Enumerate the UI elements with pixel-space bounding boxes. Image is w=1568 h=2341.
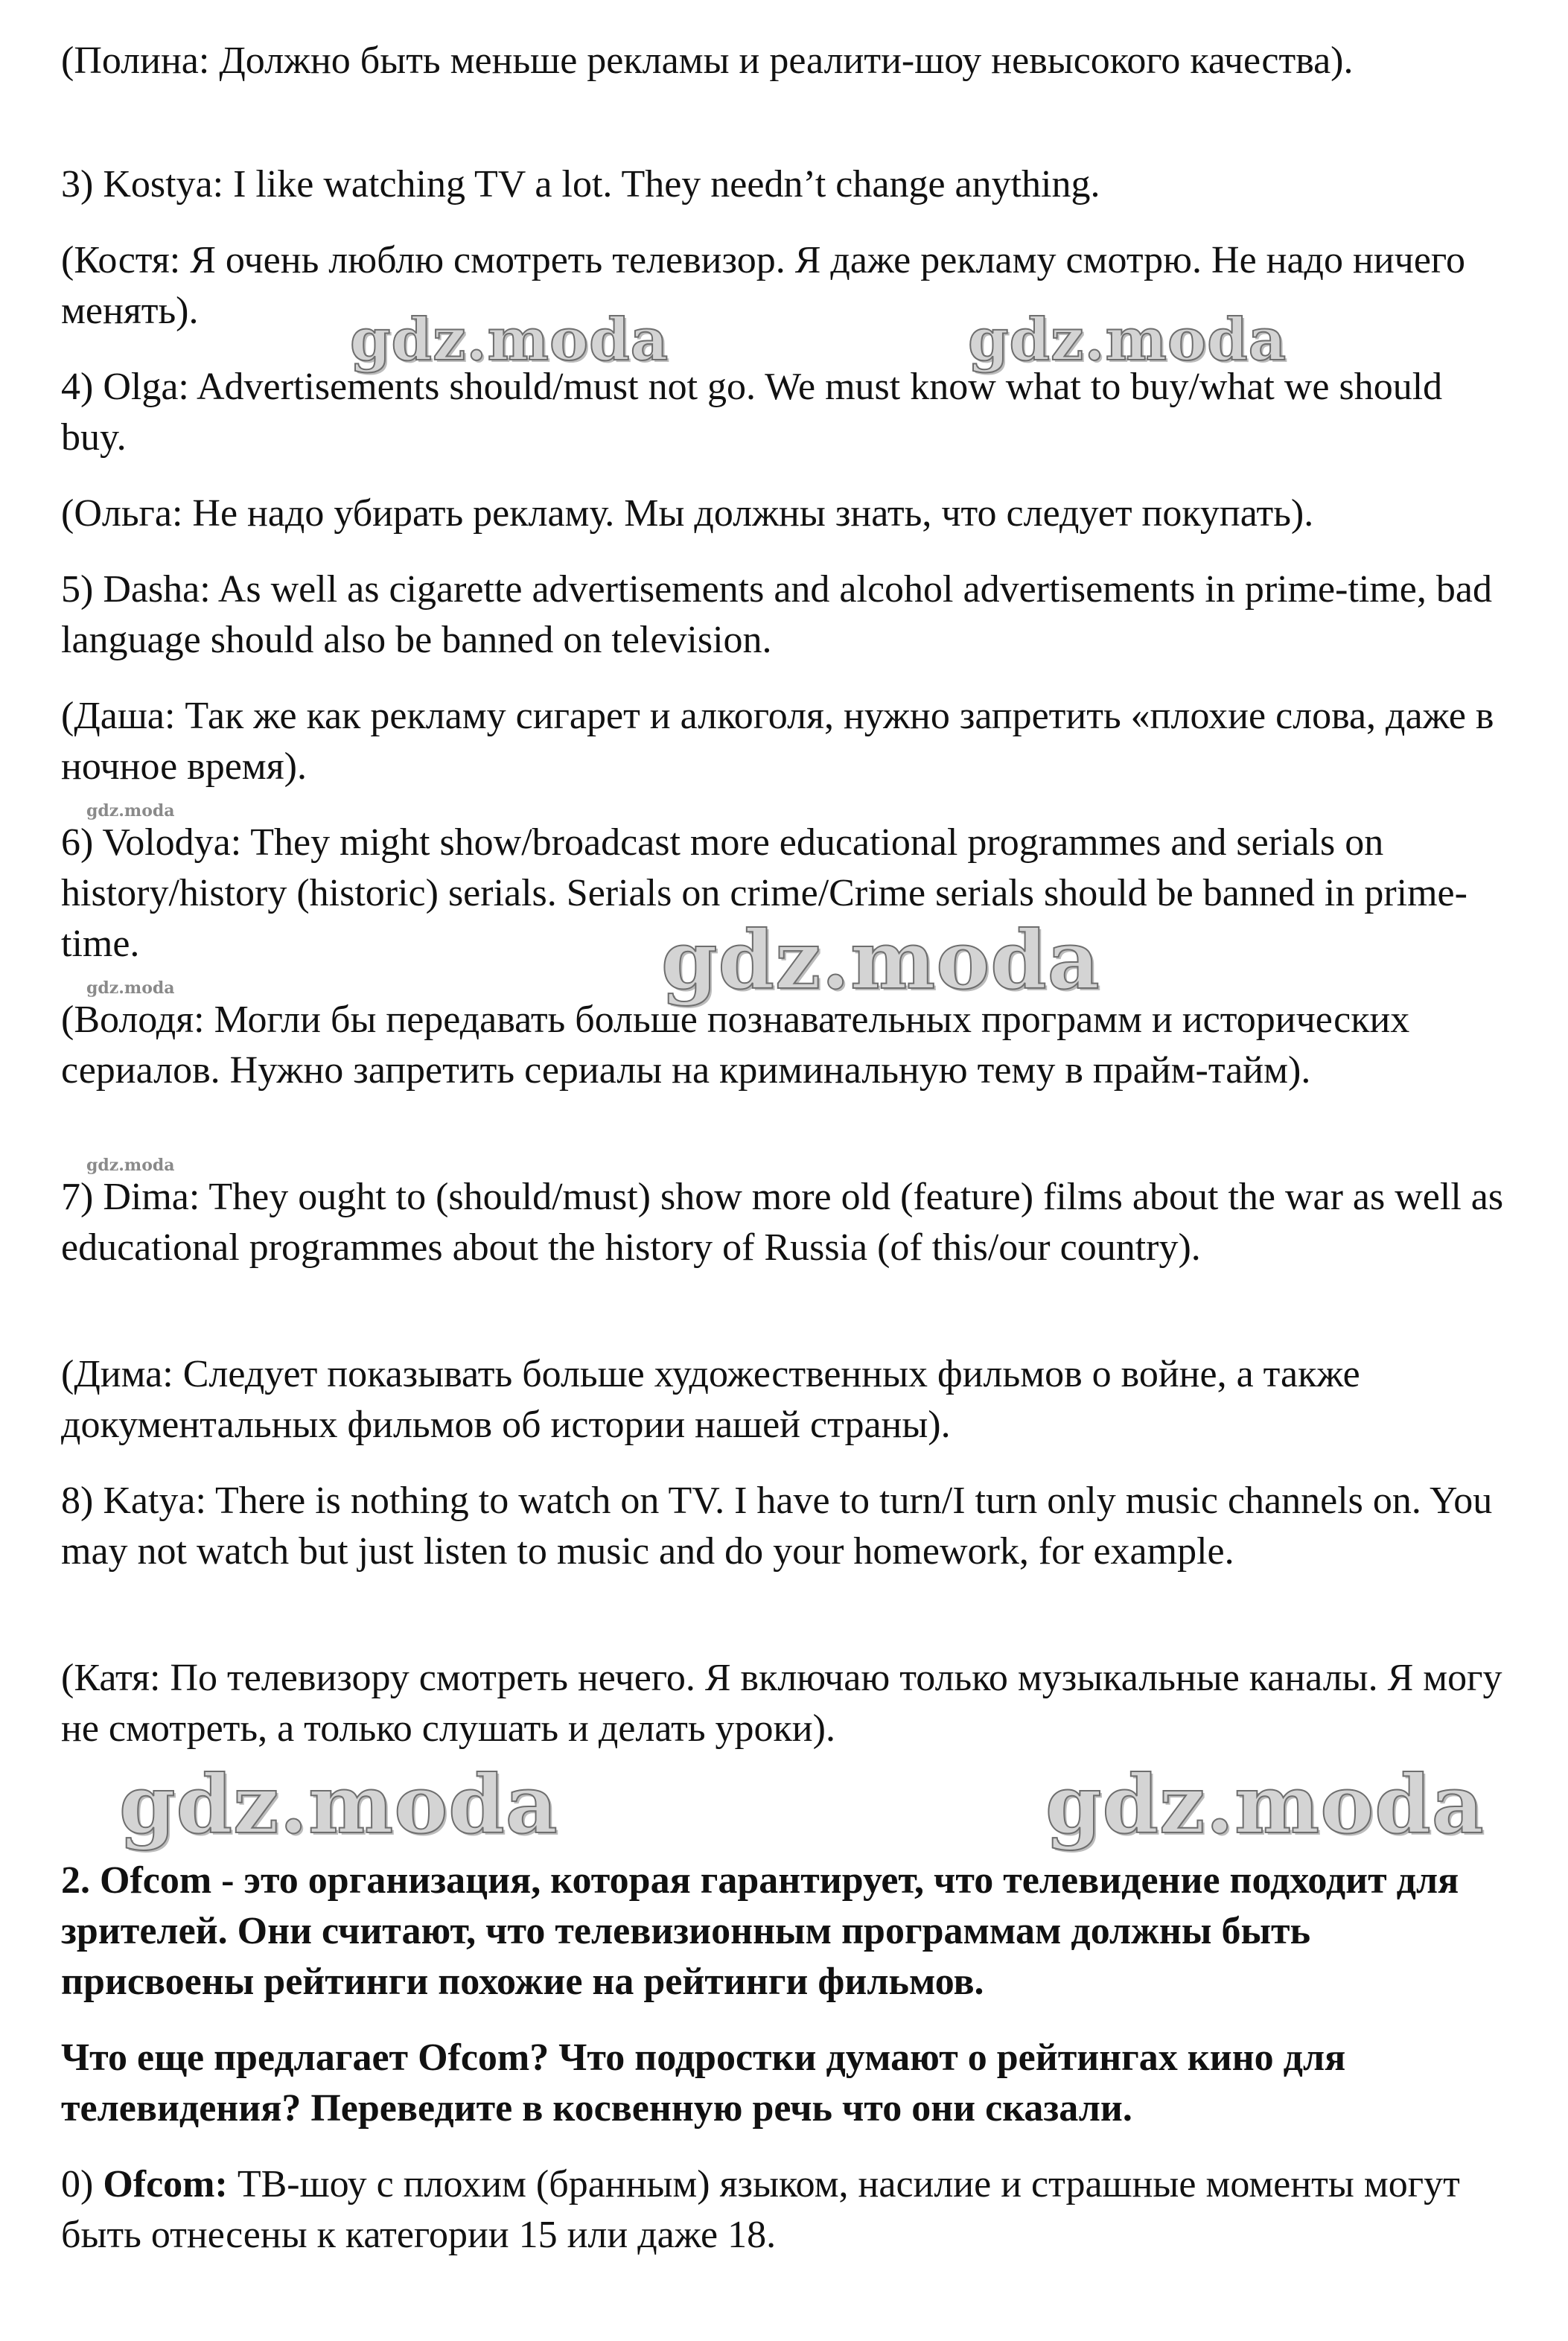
paragraph-dima: 7) Dima: They ought to (should/must) show more old (feature) films about the war as well as educational programmes about the history of Russia (of this/our country). bbox=[61, 1176, 1504, 1269]
paragraph-dima-translation: (Дима: Следует показывать больше художественных фильмов о войне, а также документальных фильмов об истории нашей страны). bbox=[61, 1353, 1360, 1446]
paragraph-volodya: 6) Volodya: They might show/broadcast more educational programmes and serials on history/history (historic) serials. Serials on crime/Crime serials should be banned in prime-time. bbox=[61, 821, 1467, 965]
paragraph-dasha: 5) Dasha: As well as cigarette advertisements and alcohol advertisements in prime-time, bad language should also be banned on television. bbox=[61, 568, 1492, 661]
watermark-logo: gdz.moda bbox=[119, 1758, 558, 1852]
paragraph-olga: 4) Olga: Advertisements should/must not go. We must know what to buy/what we should buy. bbox=[61, 366, 1443, 459]
paragraph-kostya-translation: (Костя: Я очень люблю смотреть телевизор. Я даже рекламу смотрю. Не надо ничего менять). bbox=[61, 239, 1465, 332]
watermark-logo: gdz.moda bbox=[1045, 1758, 1485, 1852]
paragraph-olga-translation: (Ольга: Не надо убирать рекламу. Мы должны знать, что следует покупать). bbox=[61, 492, 1314, 535]
example-speaker: Ofcom: bbox=[103, 2163, 228, 2205]
task-question: Что еще предлагает Ofcom? Что подростки думают о рейтингах кино для телевидения? Переведите в косвенную речь что они сказали. bbox=[61, 2036, 1346, 2130]
paragraph-katya-translation: (Катя: По телевизору смотреть нечего. Я включаю только музыкальные каналы. Я могу не смотреть, а только слушать и делать уроки). bbox=[61, 1657, 1502, 1750]
paragraph-kostya: 3) Kostya: I like watching TV a lot. They needn’t change anything. bbox=[61, 163, 1100, 206]
paragraph-dasha-translation: (Даша: Так же как рекламу сигарет и алкоголя, нужно запретить «плохие слова, даже в ночное время). bbox=[61, 695, 1494, 788]
example-answer bbox=[61, 2159, 1513, 2261]
watermark-small: gdz.moda bbox=[86, 801, 175, 821]
watermark-logo: gdz.moda bbox=[350, 306, 669, 374]
watermark-logo: gdz.moda bbox=[968, 306, 1287, 374]
task-heading: 2. Ofcom - это организация, которая гарантирует, что телевидение подходит для зрителей. Они считают, что телевизионным программам должны быть присвоены рейтинги похожие на рейтинги фильмов. bbox=[61, 1859, 1459, 2003]
paragraph-polina-translation: (Полина: Должно быть меньше рекламы и реалити-шоу невысокого качества). bbox=[61, 39, 1354, 82]
paragraph-katya: 8) Katya: There is nothing to watch on TV. I have to turn/I turn only music channels on. You may not watch but just listen to music and do your homework, for example. bbox=[61, 1480, 1493, 1573]
example-text: ТВ-шоу с плохим (бранным) языком, насилие и страшные моменты могут быть отнесены к категории 15 или даже 18. bbox=[61, 2163, 1460, 2256]
watermark-small: gdz.moda bbox=[86, 1156, 175, 1175]
watermark-logo: gdz.moda bbox=[661, 914, 1100, 1007]
watermark-small: gdz.moda bbox=[86, 978, 175, 998]
paragraph-volodya-translation: (Володя: Могли бы передавать больше познавательных программ и исторических сериалов. Нужно запретить сериалы на криминальную тему в прайм-тайм). bbox=[61, 998, 1410, 1092]
example-prefix: 0) bbox=[61, 2163, 103, 2205]
